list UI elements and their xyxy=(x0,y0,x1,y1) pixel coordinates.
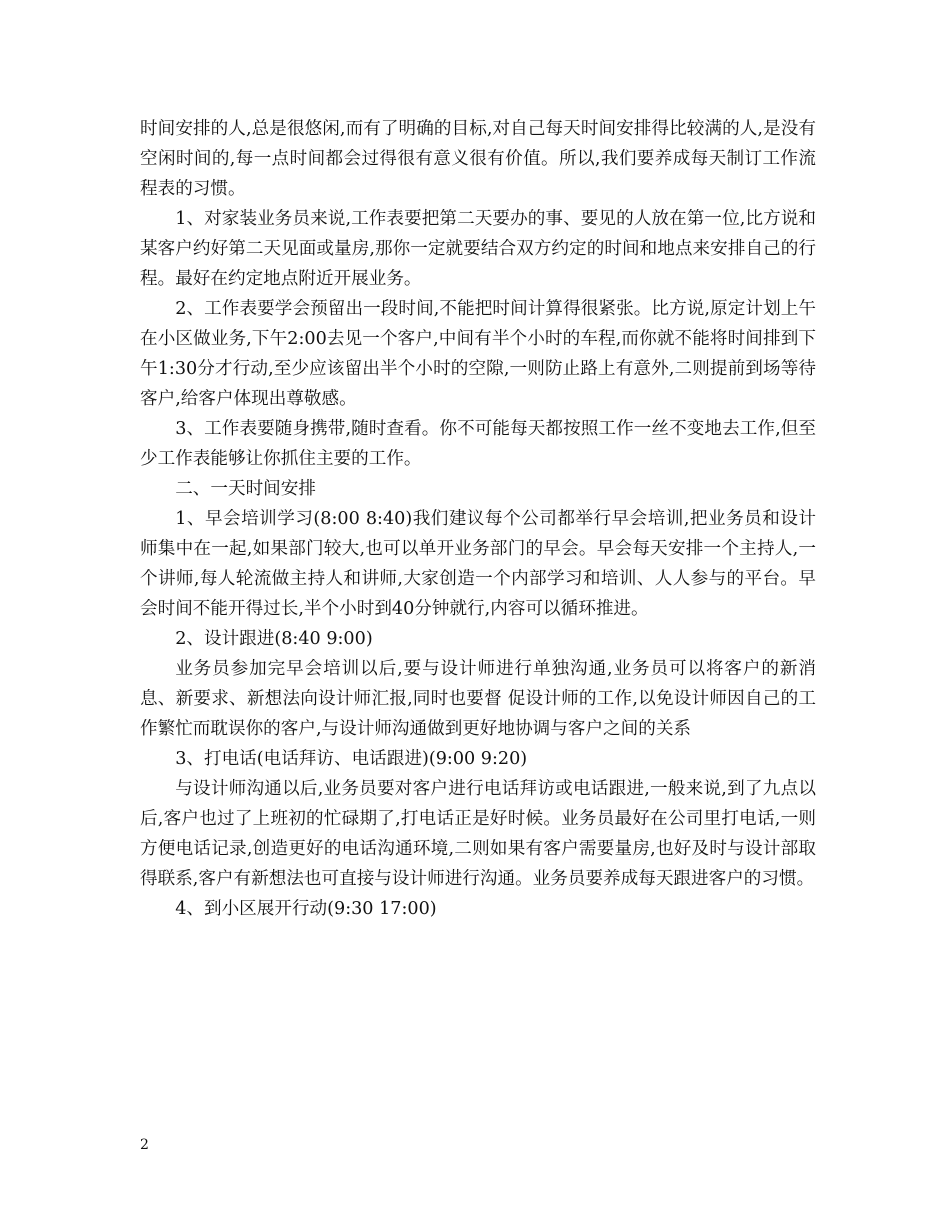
paragraph: 3、工作表要随身携带,随时查看。你不可能每天都按照工作一丝不变地去工作,但至少工作表能够让你抓住主要的工作。 xyxy=(140,419,816,469)
document-body xyxy=(140,114,816,924)
paragraph: 1、早会培训学习(8:00 8:40)我们建议每个公司都举行早会培训,把业务员和设计师集中在一起,如果部门较大,也可以单开业务部门的早会。早会每天安排一个主持人,一个讲师,每人轮流做主持人和讲师,大家创造一个内部学习和培训、人人参与的平台。早会时间不能开得过长,半个小时到40分钟就行,内容可以循环推进。 xyxy=(140,509,816,619)
subsection-heading: 3、打电话(电话拜访、电话跟进)(9:00 9:20) xyxy=(175,749,528,769)
paragraph: 2、工作表要学会预留出一段时间,不能把时间计算得很紧张。比方说,原定计划上午在小区做业务,下午2:00去见一个客户,中间有半个小时的车程,而你就不能将时间排到下午1:30分才行动,至少应该留出半个小时的空隙,一则防止路上有意外,二则提前到场等待客户,给客户体现出尊敬感。 xyxy=(140,299,816,409)
paragraph: 业务员参加完早会培训以后,要与设计师进行单独沟通,业务员可以将客户的新消息、新要求、新想法向设计师汇报,同时也要督 促设计师的工作,以免设计师因自己的工作繁忙而耽误你的客户,与设计师沟通做到更好地协调与客户之间的关系 xyxy=(140,659,816,739)
subsection-heading: 4、到小区展开行动(9:30 17:00) xyxy=(175,899,437,919)
paragraph: 1、对家装业务员来说,工作表要把第二天要办的事、要见的人放在第一位,比方说和某客户约好第二天见面或量房,那你一定就要结合双方约定的时间和地点来安排自己的行程。最好在约定地点附近开展业务。 xyxy=(140,209,816,289)
subsection-heading: 2、设计跟进(8:40 9:00) xyxy=(175,629,373,649)
section-heading: 二、一天时间安排 xyxy=(175,479,316,499)
page-number: 2 xyxy=(140,1137,149,1153)
paragraph: 与设计师沟通以后,业务员要对客户进行电话拜访或电话跟进,一般来说,到了九点以后,客户也过了上班初的忙碌期了,打电话正是好时候。业务员最好在公司里打电话,一则方便电话记录,创造更好的电话沟通环境,二则如果有客户需要量房,也好及时与设计部取得联系,客户有新想法也可直接与设计师进行沟通。业务员要养成每天跟进客户的习惯。 xyxy=(140,779,816,889)
paragraph: 时间安排的人,总是很悠闲,而有了明确的目标,对自己每天时间安排得比较满的人,是没有空闲时间的,每一点时间都会过得很有意义很有价值。所以,我们要养成每天制订工作流程表的习惯。 xyxy=(140,119,816,199)
